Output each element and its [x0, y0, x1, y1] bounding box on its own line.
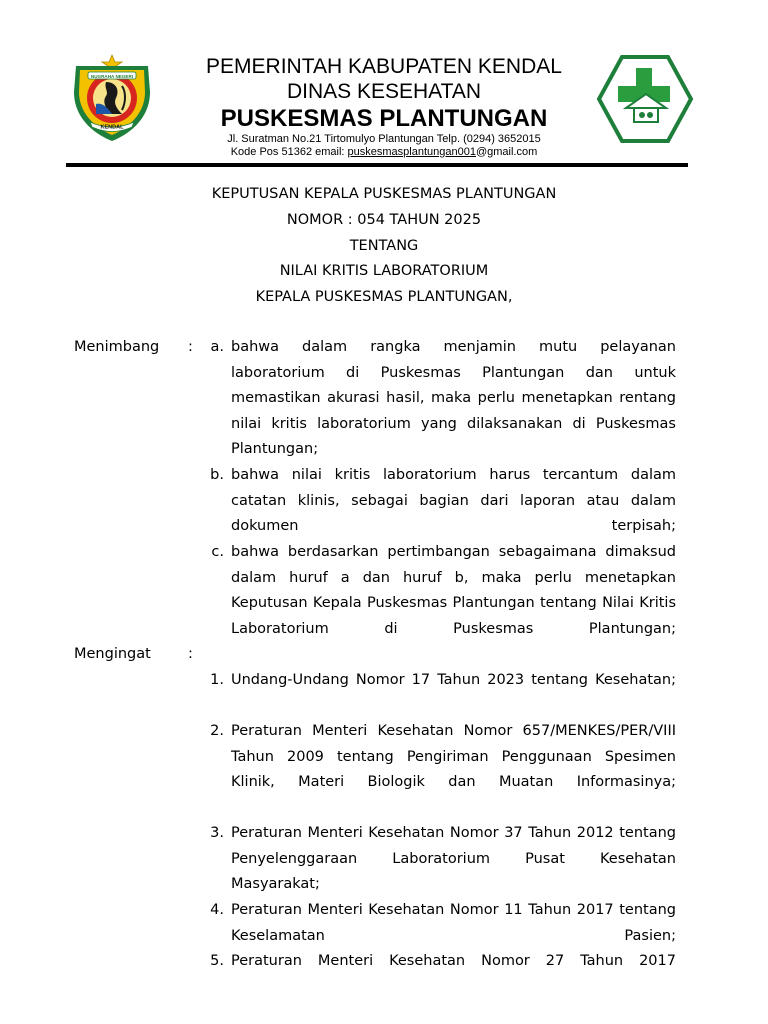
- menimbang-item-a: bahwa dalam rangka menjamin mutu pelayanan laboratorium di Puskesmas Plantungan dan untuk memastikan akurasi hasil, maka perlu menetapkan rentang nilai kritis laboratorium yang dilaksanakan di Puskesmas Plantungan;: [231, 339, 676, 458]
- menimbang-item-c: bahwa berdasarkan pertimbangan sebagaimana dimaksud dalam huruf a dan huruf b, maka perlu menetapkan Keputusan Kepala Puskesmas Plantungan tentang Nilai Kritis Laboratorium di Puskesmas Plantungan;: [231, 544, 676, 637]
- mengingat-item-1: Undang-Undang Nomor 17 Tahun 2023 tentang Kesehatan;: [231, 672, 676, 688]
- email-link[interactable]: puskesmasplantungan001: [347, 146, 476, 158]
- mengingat-item-4: Peraturan Menteri Kesehatan Nomor 11 Tahun 2017 tentang Keselamatan Pasien;: [231, 902, 676, 944]
- mengingat-label: Mengingat: [74, 646, 151, 662]
- mengingat-marker-5: 5.: [210, 953, 224, 969]
- decree-tentang: TENTANG: [349, 238, 419, 254]
- mengingat-colon: :: [188, 646, 193, 662]
- address-line: Jl. Suratman No.21 Tirtomulyo Plantungan Telp. (0294) 3652015: [227, 133, 541, 145]
- decree-number: NOMOR : 054 TAHUN 2025: [286, 212, 482, 228]
- menimbang-marker-a: a.: [210, 339, 224, 355]
- menimbang-colon: :: [188, 339, 193, 355]
- decree-authority: KEPALA PUSKESMAS PLANTUNGAN,: [255, 289, 513, 305]
- mengingat-marker-4: 4.: [210, 902, 224, 918]
- government-name: PEMERINTAH KABUPATEN KENDAL: [206, 55, 562, 78]
- mengingat-marker-1: 1.: [210, 672, 224, 688]
- logo-label: KENDAL: [100, 124, 124, 131]
- letterhead: [160, 54, 608, 159]
- letterhead-rule: [66, 163, 688, 167]
- menimbang-marker-b: b.: [210, 467, 224, 483]
- contact-line: [160, 146, 608, 159]
- mengingat-item-5: Peraturan Menteri Kesehatan Nomor 27 Tahun 2017: [231, 953, 676, 969]
- decree-title: KEPUTUSAN KEPALA PUSKESMAS PLANTUNGAN: [211, 186, 557, 202]
- mengingat-marker-3: 3.: [210, 825, 224, 841]
- menimbang-marker-c: c.: [211, 544, 224, 560]
- kendal-emblem-logo: [66, 52, 158, 144]
- mengingat-marker-2: 2.: [210, 723, 224, 739]
- mengingat-item-2: Peraturan Menteri Kesehatan Nomor 657/MENKES/PER/VIII Tahun 2009 tentang Pengiriman Penggunaan Spesimen Klinik, Materi Biologik dan Muatan Informasinya;: [231, 723, 676, 791]
- decree-subject: NILAI KRITIS LABORATORIUM: [279, 263, 489, 279]
- mengingat-item-3: Peraturan Menteri Kesehatan Nomor 37 Tahun 2012 tentang Penyelenggaraan Laboratorium Pusat Kesehatan Masyarakat;: [231, 825, 676, 893]
- contact-prefix: Kode Pos 51362 email:: [230, 146, 348, 158]
- puskesmas-logo: [596, 54, 694, 144]
- institution-name: PUSKESMAS PLANTUNGAN: [220, 105, 548, 132]
- email-domain: @gmail.com: [475, 146, 538, 158]
- department-name: DINAS KESEHATAN: [286, 80, 482, 103]
- menimbang-label: Menimbang: [74, 339, 160, 355]
- menimbang-item-b: bahwa nilai kritis laboratorium harus tercantum dalam catatan klinis, sebagai bagian dari laporan atau dalam dokumen terpisah;: [231, 467, 676, 535]
- logo-motto: NUGRAHA NEGERI: [90, 73, 134, 79]
